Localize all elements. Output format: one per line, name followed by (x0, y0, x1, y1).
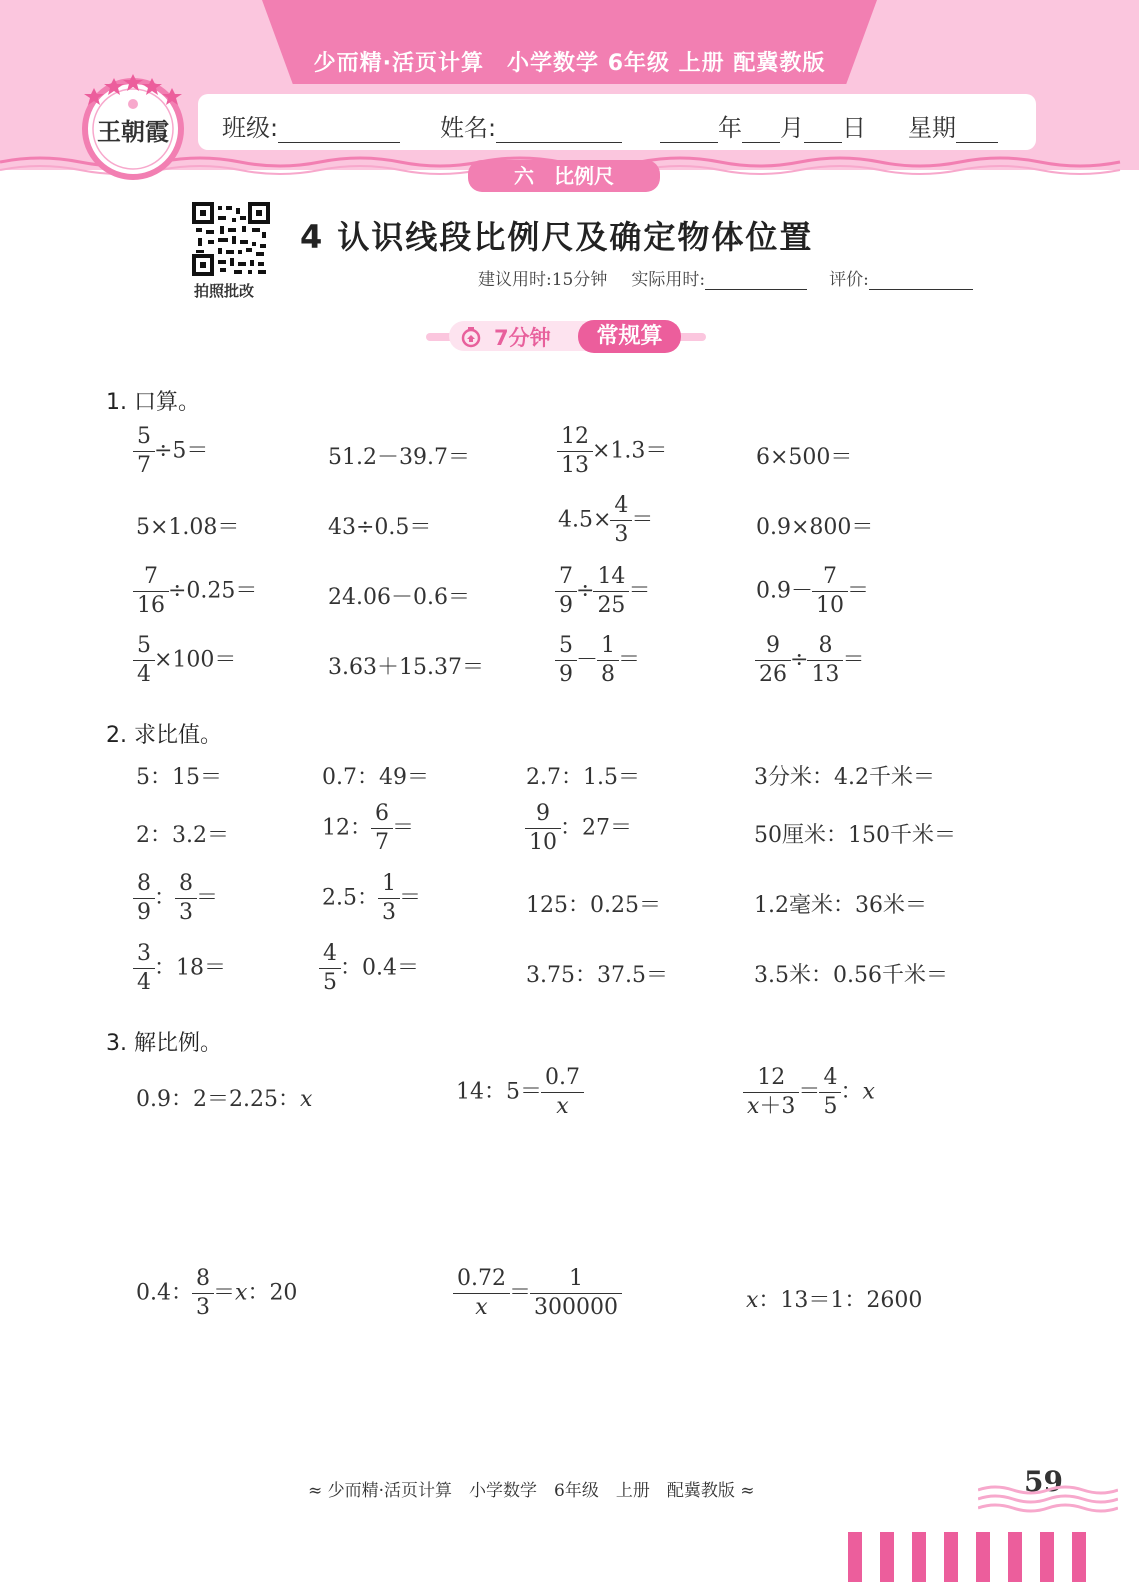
q1-r1c2: 51.2－39.7＝ (328, 445, 470, 470)
suggested-time: 建议用时:15分钟 (478, 270, 608, 290)
q2-r4c1: $\frac{3}{4}$ ：18＝ (134, 943, 226, 994)
date-field[interactable] (660, 108, 866, 143)
class-blank[interactable] (278, 122, 400, 143)
q2-r2c4: 50厘米：150千米＝ (754, 823, 956, 848)
q2-r1c2: 0.7：49＝ (322, 765, 429, 790)
q2-r4c4: 3.5米：0.56千米＝ (754, 963, 948, 988)
actual-time-blank[interactable] (705, 273, 807, 290)
section-label: 常规算 (578, 320, 681, 353)
q1-r2c2: 43÷0.5＝ (328, 515, 432, 540)
day-label: 日 (842, 114, 866, 142)
q3-p5: $\frac{0.72}{x}$ ＝ $\frac{1}{300000}$ (454, 1268, 621, 1319)
q1-r3c1: $\frac{7}{16}$ ÷0.25＝ (134, 566, 257, 617)
name-blank[interactable] (496, 122, 622, 143)
q3-p3: $\frac{12}{x+3}$ ＝ $\frac{4}{5}$ ：x (744, 1067, 875, 1118)
q1-r3c4: 0.9－ $\frac{7}{10}$ ＝ (756, 564, 870, 618)
q1-r4c2: 3.63＋15.37＝ (328, 655, 484, 680)
page-number: 59 (1024, 1465, 1063, 1498)
class-field[interactable] (222, 108, 400, 143)
q1-r2c1: 5×1.08＝ (136, 515, 240, 540)
timer-icon (460, 326, 482, 348)
logo-text: 王朝霞 (97, 117, 169, 146)
q2-r4c3: 3.75：37.5＝ (526, 963, 668, 988)
q2-r2c1: 2：3.2＝ (136, 823, 229, 848)
q2-r3c1: $\frac{8}{9}$ ： $\frac{8}{3}$ ＝ (134, 873, 218, 924)
q3-p1: 0.9：2＝2.25：x (136, 1087, 313, 1112)
q1-r2c3: 4.5× $\frac{4}{3}$ ＝ (558, 493, 654, 547)
q1-r3c3: $\frac{7}{9}$ ÷ $\frac{14}{25}$ ＝ (556, 566, 650, 617)
q1-r1c1: $\frac{5}{7}$ ÷5＝ (134, 426, 208, 477)
q1-r1c3: $\frac{12}{13}$ ×1.3＝ (558, 426, 667, 477)
year-blank[interactable] (660, 122, 718, 143)
week-label: 星期 (908, 114, 956, 142)
name-label: 姓名: (440, 114, 497, 142)
q2-title: 2. 求比值。 (106, 723, 222, 748)
q3-p2: 14：5＝ $\frac{0.7}{x}$ (456, 1067, 583, 1118)
actual-time-label: 实际用时: (631, 270, 706, 290)
name-field[interactable] (440, 108, 622, 143)
q1-r3c2: 24.06－0.6＝ (328, 585, 470, 610)
q3-p6: x：13＝1：2600 (746, 1288, 923, 1313)
time-row (478, 265, 973, 290)
q2-r4c2: $\frac{4}{5}$ ：0.4＝ (320, 943, 419, 994)
q1-r1c4: 6×500＝ (756, 445, 853, 470)
brand-logo (80, 74, 186, 180)
q2-r3c2: 2.5： $\frac{1}{3}$ ＝ (322, 871, 422, 925)
evaluation-label: 评价: (829, 270, 869, 290)
q1-r4c3: $\frac{5}{9}$ － $\frac{1}{8}$ ＝ (556, 635, 640, 686)
q1-r4c1: $\frac{5}{4}$ ×100＝ (134, 635, 236, 686)
footer-wave-decoration (978, 1484, 1118, 1518)
week-blank[interactable] (956, 122, 998, 143)
q2-r1c4: 3分米：4.2千米＝ (754, 765, 935, 790)
q1-r2c4: 0.9×800＝ (756, 515, 874, 540)
evaluation-blank[interactable] (869, 273, 973, 290)
q2-r2c3: $\frac{9}{10}$ ：27＝ (526, 803, 632, 854)
q2-r2c2: 12： $\frac{6}{7}$ ＝ (322, 801, 415, 855)
section-time: 7分钟 (494, 326, 551, 350)
footer-text: ≈ 少而精·活页计算 小学数学 6年级 上册 配冀教版 ≈ (308, 1481, 755, 1501)
lesson-title: 4 认识线段比例尺及确定物体位置 (300, 218, 814, 256)
class-label: 班级: (222, 114, 279, 142)
year-label: 年 (718, 114, 742, 142)
q1-r4c4: $\frac{9}{26}$ ÷ $\frac{8}{13}$ ＝ (756, 635, 864, 686)
q2-r3c4: 1.2毫米：36米＝ (754, 893, 927, 918)
chapter-tab: 六 比例尺 (468, 160, 660, 192)
q3-title: 3. 解比例。 (106, 1031, 222, 1056)
month-label: 月 (780, 114, 804, 142)
footer-bar-decoration (848, 1532, 1088, 1582)
q2-r3c3: 125：0.25＝ (526, 893, 661, 918)
q3-p4: 0.4： $\frac{8}{3}$ ＝x：20 (136, 1266, 298, 1320)
series-title: 少而精·活页计算 小学数学 6年级 上册 配冀教版 (313, 51, 826, 76)
q2-r1c3: 2.7：1.5＝ (526, 765, 640, 790)
qr-label: 拍照批改 (194, 282, 255, 300)
month-blank[interactable] (742, 122, 780, 143)
qr-code-icon[interactable] (192, 202, 270, 276)
day-blank[interactable] (804, 122, 842, 143)
q1-title: 1. 口算。 (106, 390, 200, 415)
week-field[interactable] (908, 108, 998, 143)
q2-r1c1: 5：15＝ (136, 765, 222, 790)
